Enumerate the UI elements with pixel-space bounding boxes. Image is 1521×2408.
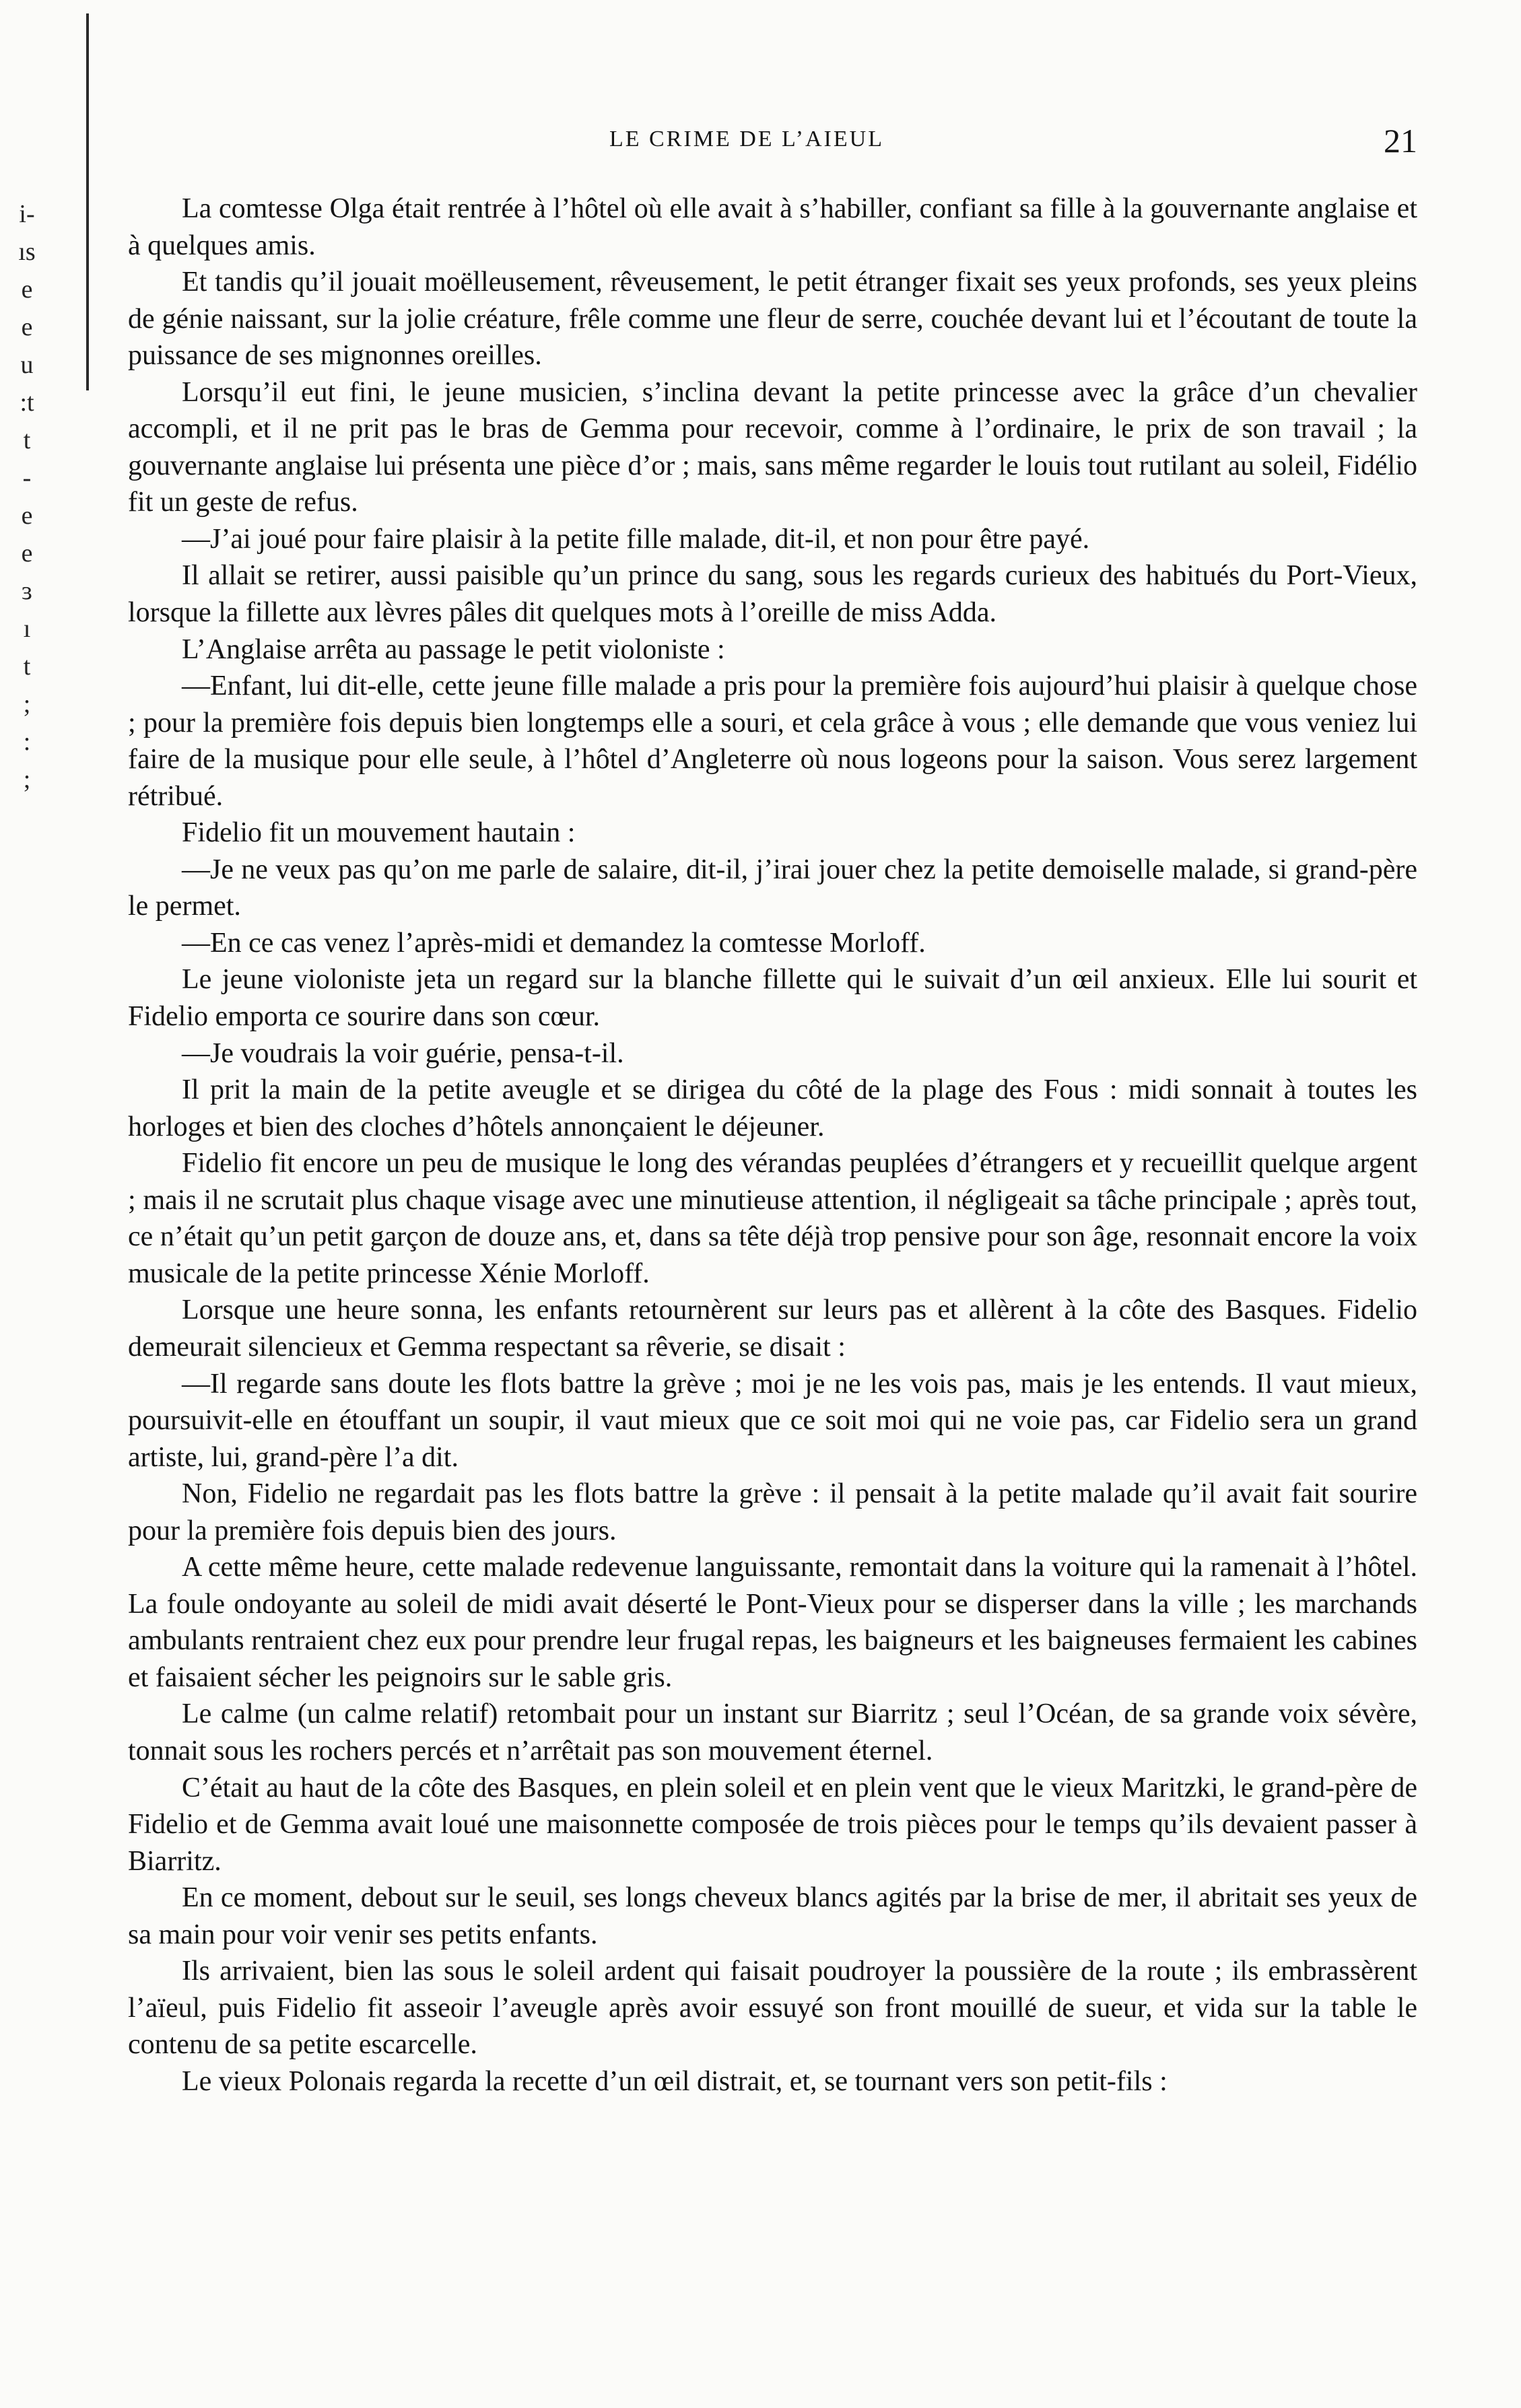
- margin-fragment: ;: [23, 765, 31, 794]
- paragraph: —En ce cas venez l’après-midi et demandez la comtesse Morloff.: [182, 927, 926, 959]
- running-title: LE CRIME DE L’AIEUL: [609, 127, 884, 151]
- paragraph: Le jeune violoniste jeta un regard sur la blanche fillette qui le suivait d’un œil anxieux. Elle lui sourit et Fidelio emporta ce sourire dans son cœur.: [128, 964, 1417, 1033]
- paragraph: —Je ne veux pas qu’on me parle de salaire, dit-il, j’irai jouer chez la petite demoiselle malade, si grand-père le permet.: [128, 854, 1417, 922]
- margin-fragment: :: [23, 728, 31, 756]
- paragraph: Il prit la main de la petite aveugle et se dirigea du côté de la plage des Fous : midi sonnait à toutes les horloges et bien des cloches d’hôtels annonçaient le déjeuner.: [128, 1074, 1417, 1142]
- paragraph: En ce moment, debout sur le seuil, ses longs cheveux blancs agités par la brise de mer, il abritait ses yeux de sa main pour voir venir ses petits enfants.: [128, 1882, 1417, 1950]
- paragraph: —Je voudrais la voir guérie, pensa-t-il.: [182, 1037, 624, 1069]
- running-header: [172, 122, 1417, 167]
- margin-fragment: :t: [20, 388, 34, 417]
- margin-fragment: ;: [23, 690, 31, 718]
- binding-edge-rule: [86, 13, 89, 390]
- paragraph: Ils arrivaient, bien las sous le soleil ardent qui faisait poudroyer la poussière de la route ; ils embrassèrent l’aïeul, puis Fidelio fit asseoir l’aveugle après avoir essuyé son front mouillé de sueur, et vida sur la table le contenu de sa petite escarcelle.: [128, 1956, 1417, 2061]
- paragraph: —Il regarde sans doute les flots battre la grève ; moi je ne les vois pas, mais je les entends. Il vaut mieux, poursuivit-elle en étouffant un soupir, il vaut mieux que ce soit moi qui ne voie pas, car Fidelio sera un grand artiste, lui, grand-père l’a dit.: [128, 1368, 1417, 1473]
- paragraph: Lorsque une heure sonna, les enfants retournèrent sur leurs pas et allèrent à la côte des Basques. Fidelio demeurait silencieux et Gemma respectant sa rêverie, se disait :: [128, 1295, 1417, 1363]
- paragraph: Fidelio fit encore un peu de musique le long des vérandas peuplées d’étrangers et y recueillit quelque argent ; mais il ne scrutait plus chaque visage avec une minutieuse attention, il négligeait sa tâche principale ; après tout, ce n’était qu’un petit garçon de douze ans, et, dans sa tête déjà trop pensive pour son âge, resonnait encore la voix musicale de la petite princesse Xénie Morloff.: [128, 1148, 1417, 1289]
- paragraph: Et tandis qu’il jouait moëlleusement, rêveusement, le petit étranger fixait ses yeux profonds, ses yeux pleins de génie naissant, sur la jolie créature, frêle comme une fleur de serre, couchée devant lui et l’écoutant de toute la puissance de ses mignonnes oreilles.: [128, 267, 1417, 372]
- page-number: 21: [1384, 122, 1417, 160]
- paragraph: Il allait se retirer, aussi paisible qu’un prince du sang, sous les regards curieux des habitués du Port-Vieux, lorsque la fillette aux lèvres pâles dit quelques mots à l’oreille de miss Adda.: [128, 560, 1417, 629]
- paragraph: Lorsqu’il eut fini, le jeune musicien, s’inclina devant la petite princesse avec la grâce d’un chevalier accompli, et il ne prit pas le bras de Gemma pour recevoir, comme à l’ordinaire, le prix de son travail ; la gouvernante anglaise lui présenta une pièce d’or ; mais, sans même regarder le louis tout rutilant au soleil, Fidélio fit un geste de refus.: [128, 376, 1417, 518]
- facing-page-margin-fragments: [0, 195, 54, 798]
- margin-fragment: ɜ: [22, 577, 32, 605]
- margin-fragment: u: [20, 351, 34, 379]
- margin-fragment: e: [21, 539, 33, 567]
- paragraph: Fidelio fit un mouvement hautain :: [182, 817, 576, 849]
- margin-fragment: e: [21, 275, 33, 304]
- margin-fragment: e: [21, 502, 33, 530]
- margin-fragment: ıs: [18, 238, 36, 266]
- margin-fragment: t: [23, 652, 31, 681]
- margin-fragment: -: [22, 464, 32, 492]
- paragraph: —Enfant, lui dit-elle, cette jeune fille malade a pris pour la première fois aujourd’hui plaisir à quelque chose ; pour la première fois depuis bien longtemps elle a souri, et cela grâce à vous ; elle demande que vous veniez lui faire de la musique pour elle seule, à l’hôtel d’Angleterre où nous logeons pour la saison. Vous serez largement rétribué.: [128, 670, 1417, 812]
- paragraph: —J’ai joué pour faire plaisir à la petite fille malade, dit-il, et non pour être payé.: [182, 523, 1090, 555]
- margin-fragment: i-: [19, 200, 35, 228]
- body-text: [128, 191, 1417, 2100]
- margin-fragment: t: [23, 426, 31, 454]
- paragraph: A cette même heure, cette malade redevenue languissante, remontait dans la voiture qui la ramenait à l’hôtel. La foule ondoyante au soleil de midi avait déserté le Pont-Vieux pour se disperser dans la ville ; les marchands ambulants rentraient chez eux pour prendre leur frugal repas, les baigneurs et les baigneuses fermaient les cabines et faisaient sécher les peignoirs sur le sable gris.: [128, 1552, 1417, 1693]
- paragraph: Le vieux Polonais regarda la recette d’un œil distrait, et, se tournant vers son petit-fils :: [182, 2065, 1168, 2097]
- paragraph: L’Anglaise arrêta au passage le petit violoniste :: [182, 633, 725, 665]
- paragraph: La comtesse Olga était rentrée à l’hôtel où elle avait à s’habiller, confiant sa fille à la gouvernante anglaise et à quelques amis.: [128, 193, 1417, 261]
- paragraph: Le calme (un calme relatif) retombait pour un instant sur Biarritz ; seul l’Océan, de sa grande voix sévère, tonnait sous les rochers percés et n’arrêtait pas son mouvement éternel.: [128, 1698, 1417, 1766]
- margin-fragment: ı: [23, 615, 31, 643]
- margin-fragment: e: [21, 313, 33, 341]
- paragraph: Non, Fidelio ne regardait pas les flots battre la grève : il pensait à la petite malade qu’il avait fait sourire pour la première fois depuis bien des jours.: [128, 1478, 1417, 1546]
- paragraph: C’était au haut de la côte des Basques, en plein soleil et en plein vent que le vieux Maritzki, le grand-père de Fidelio et de Gemma avait loué une maisonnette composée de trois pièces pour le temps qu’ils devaient passer à Biarritz.: [128, 1772, 1417, 1877]
